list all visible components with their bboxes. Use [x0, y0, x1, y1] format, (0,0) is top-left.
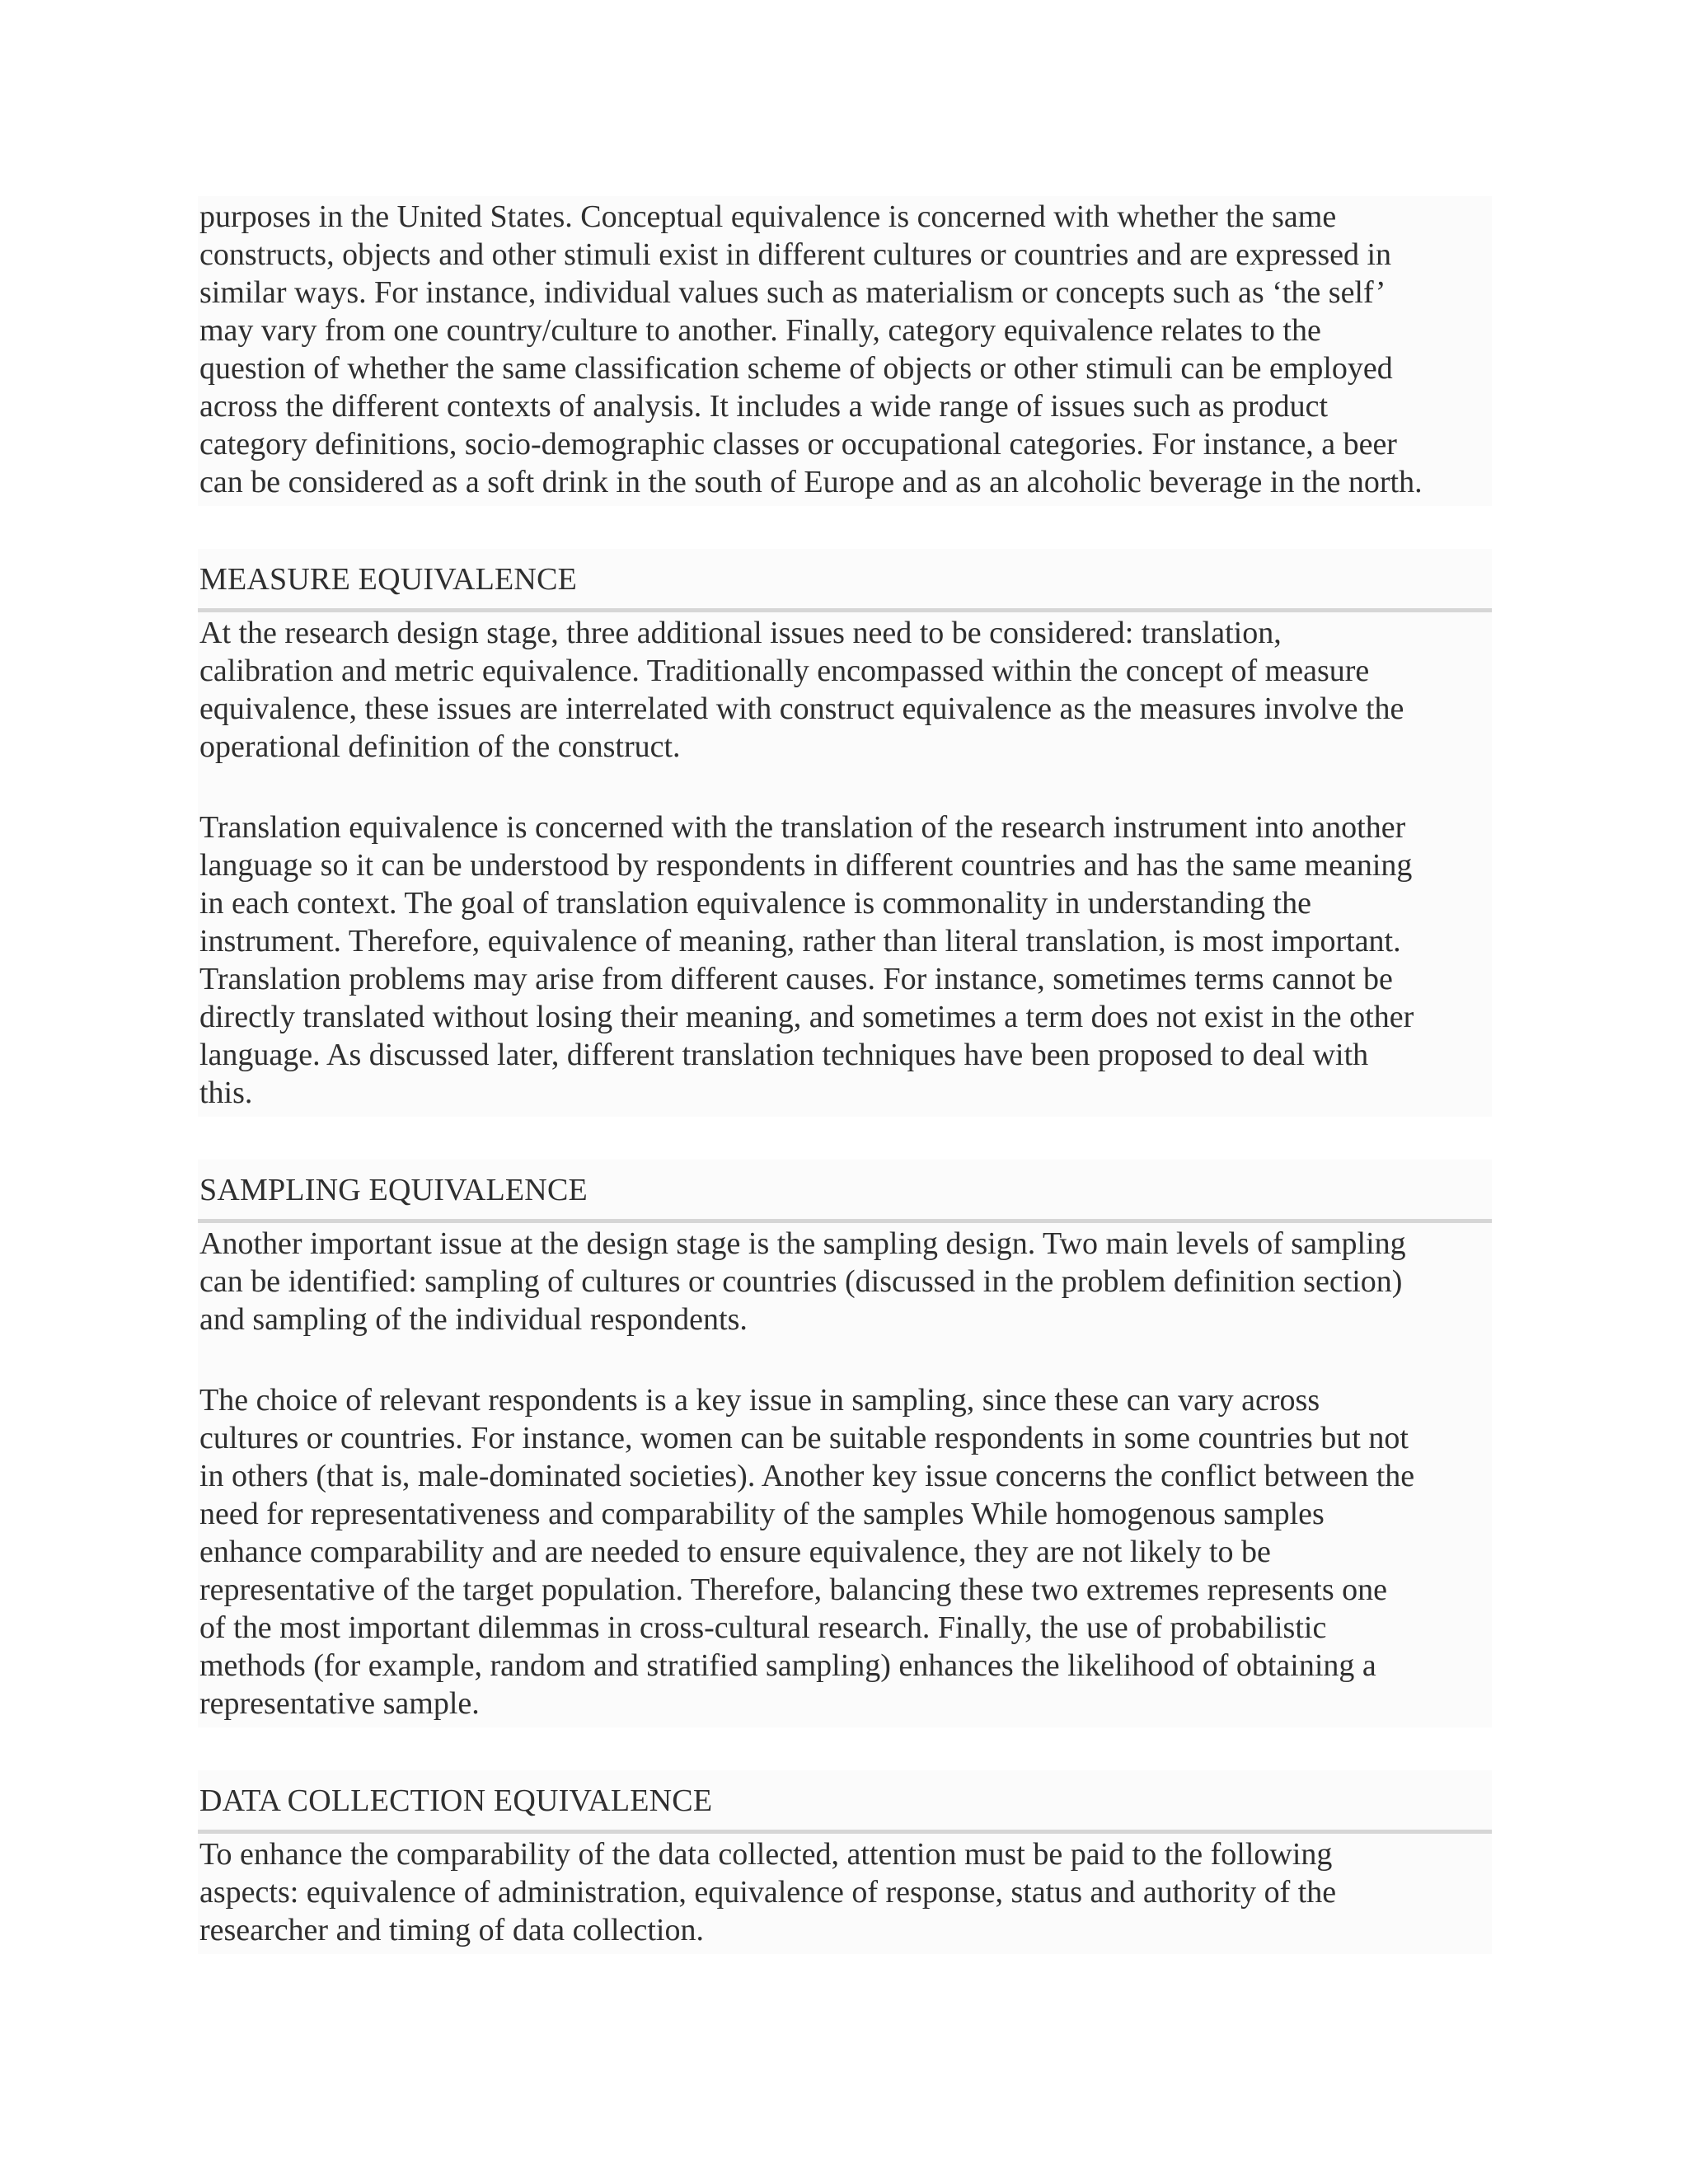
spacer — [198, 771, 1492, 807]
section-heading-measure-equivalence: MEASURE EQUIVALENCE — [198, 549, 1492, 612]
text-line: equivalence, these issues are interrelated with construct equivalence as the measures involve the — [199, 691, 1404, 726]
text-line: similar ways. For instance, individual values such as materialism or concepts such as ‘the self’ — [199, 275, 1386, 310]
text-line: language. As discussed later, different translation techniques have been proposed to deal with — [199, 1038, 1369, 1072]
document-page — [198, 196, 1492, 1954]
spacer — [198, 1727, 1492, 1770]
paragraph-respondents — [198, 1380, 1492, 1727]
text-line: constructs, objects and other stimuli exist in different cultures or countries and are expressed in — [199, 237, 1392, 272]
text-line: of the most important dilemmas in cross-cultural research. Finally, the use of probabilistic — [199, 1610, 1327, 1645]
text-line: category definitions, socio-demographic classes or occupational categories. For instance, a beer — [199, 427, 1397, 462]
text-line: need for representativeness and comparability of the samples While homogenous samples — [199, 1497, 1325, 1531]
text-line: enhance comparability and are needed to ensure equivalence, they are not likely to be — [199, 1535, 1271, 1569]
text-line: can be identified: sampling of cultures or countries (discussed in the problem definition section) — [199, 1264, 1403, 1299]
text-line: Translation equivalence is concerned with the translation of the research instrument into another — [199, 810, 1406, 845]
text-line: and sampling of the individual respondents. — [199, 1302, 748, 1337]
text-line: purposes in the United States. Conceptual equivalence is concerned with whether the same — [199, 199, 1337, 234]
text-line: language so it can be understood by respondents in different countries and has the same meaning — [199, 848, 1413, 883]
text-line: directly translated without losing their meaning, and sometimes a term does not exist in the other — [199, 1000, 1414, 1034]
spacer — [198, 1117, 1492, 1160]
text-line: methods (for example, random and stratified sampling) enhances the likelihood of obtaining a — [199, 1648, 1376, 1683]
paragraph-measure-intro — [198, 612, 1492, 771]
spacer — [198, 506, 1492, 549]
text-line: in each context. The goal of translation equivalence is commonality in understanding the — [199, 886, 1311, 921]
text-line: Another important issue at the design stage is the sampling design. Two main levels of sampling — [199, 1226, 1406, 1261]
text-line: aspects: equivalence of administration, equivalence of response, status and authority of the — [199, 1875, 1337, 1910]
text-line: cultures or countries. For instance, women can be suitable respondents in some countries but not — [199, 1421, 1409, 1455]
text-line: The choice of relevant respondents is a key issue in sampling, since these can vary across — [199, 1383, 1320, 1418]
spacer — [198, 1343, 1492, 1380]
paragraph-sampling-intro — [198, 1223, 1492, 1343]
text-line: researcher and timing of data collection. — [199, 1913, 704, 1947]
text-line: this. — [199, 1076, 253, 1110]
text-line: At the research design stage, three additional issues need to be considered: translation, — [199, 616, 1282, 650]
text-line: across the different contexts of analysis. It includes a wide range of issues such as product — [199, 389, 1329, 424]
text-line: Translation problems may arise from different causes. For instance, sometimes terms cannot be — [199, 962, 1393, 996]
text-line: question of whether the same classification scheme of objects or other stimuli can be employed — [199, 351, 1393, 386]
text-line: may vary from one country/culture to another. Finally, category equivalence relates to the — [199, 313, 1321, 348]
text-line: can be considered as a soft drink in the south of Europe and as an alcoholic beverage in the north. — [199, 465, 1423, 499]
paragraph-conceptual-equivalence — [198, 196, 1492, 506]
paragraph-translation-equivalence — [198, 807, 1492, 1117]
text-line: instrument. Therefore, equivalence of meaning, rather than literal translation, is most important. — [199, 924, 1401, 958]
text-line: representative sample. — [199, 1686, 480, 1721]
text-line: To enhance the comparability of the data collected, attention must be paid to the following — [199, 1837, 1333, 1872]
text-line: in others (that is, male-dominated societies). Another key issue concerns the conflict between the — [199, 1459, 1415, 1493]
text-line: calibration and metric equivalence. Traditionally encompassed within the concept of measure — [199, 654, 1370, 688]
section-heading-data-collection-equivalence: DATA COLLECTION EQUIVALENCE — [198, 1770, 1492, 1834]
text-line: operational definition of the construct. — [199, 729, 681, 764]
paragraph-data-collection — [198, 1834, 1492, 1954]
text-line: representative of the target population. Therefore, balancing these two extremes represents one — [199, 1572, 1387, 1607]
section-heading-sampling-equivalence: SAMPLING EQUIVALENCE — [198, 1160, 1492, 1223]
